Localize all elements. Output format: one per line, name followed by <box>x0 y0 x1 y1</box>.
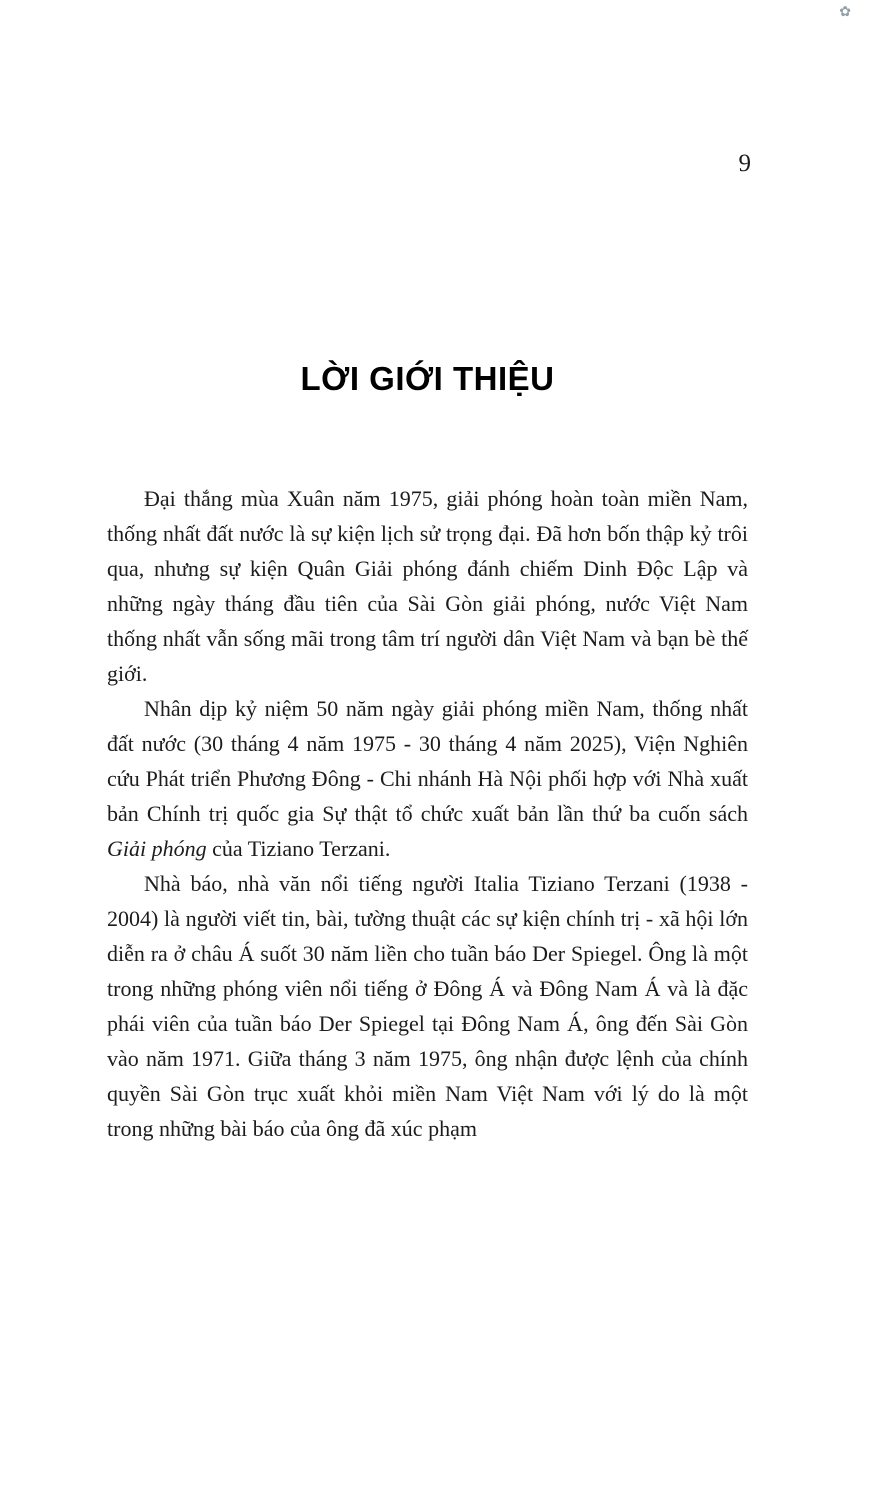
paragraph-3 <box>107 866 748 1146</box>
body-text <box>107 481 748 1146</box>
paragraph-1 <box>107 481 748 691</box>
paragraph-2 <box>107 691 748 866</box>
flower-icon: ✿ <box>839 4 851 20</box>
text-run: Nhà báo, nhà văn nổi tiếng người Italia Tiziano Terzani (1938 - 2004) là người viết tin, bài, tường thuật các sự kiện chính trị - xã hội lớn diễn ra ở châu Á suốt 30 năm liền cho tuần báo Der Spiegel. Ông là một trong những phóng viên nổi tiếng ở Đông Á và Đông Nam Á và là đặc phái viên của tuần báo Der Spiegel tại Đông Nam Á, ông đến Sài Gòn vào năm 1971. Giữa tháng 3 năm 1975, ông nhận được lệnh của chính quyền Sài Gòn trục xuất khỏi miền Nam Việt Nam với lý do là một trong những bài báo của ông đã xúc phạm <box>107 871 748 1141</box>
text-run: Nhân dịp kỷ niệm 50 năm ngày giải phóng miền Nam, thống nhất đất nước (30 tháng 4 năm 1975 - 30 tháng 4 năm 2025), Viện Nghiên cứu Phát triển Phương Đông - Chi nhánh Hà Nội phối hợp với Nhà xuất bản Chính trị quốc gia Sự thật tổ chức xuất bản lần thứ ba cuốn sách <box>107 696 748 826</box>
page-content <box>107 360 748 1146</box>
chapter-title: LỜI GIỚI THIỆU <box>300 360 555 397</box>
text-run: của Tiziano Terzani. <box>206 836 391 861</box>
page-number: 9 <box>738 150 751 177</box>
text-run-italic: Giải phóng <box>107 836 207 861</box>
text-run: Đại thắng mùa Xuân năm 1975, giải phóng hoàn toàn miền Nam, thống nhất đất nước là sự kiện lịch sử trọng đại. Đã hơn bốn thập kỷ trôi qua, nhưng sự kiện Quân Giải phóng đánh chiếm Dinh Độc Lập và những ngày tháng đầu tiên của Sài Gòn giải phóng, nước Việt Nam thống nhất vẫn sống mãi trong tâm trí người dân Việt Nam và bạn bè thế giới. <box>107 486 748 686</box>
